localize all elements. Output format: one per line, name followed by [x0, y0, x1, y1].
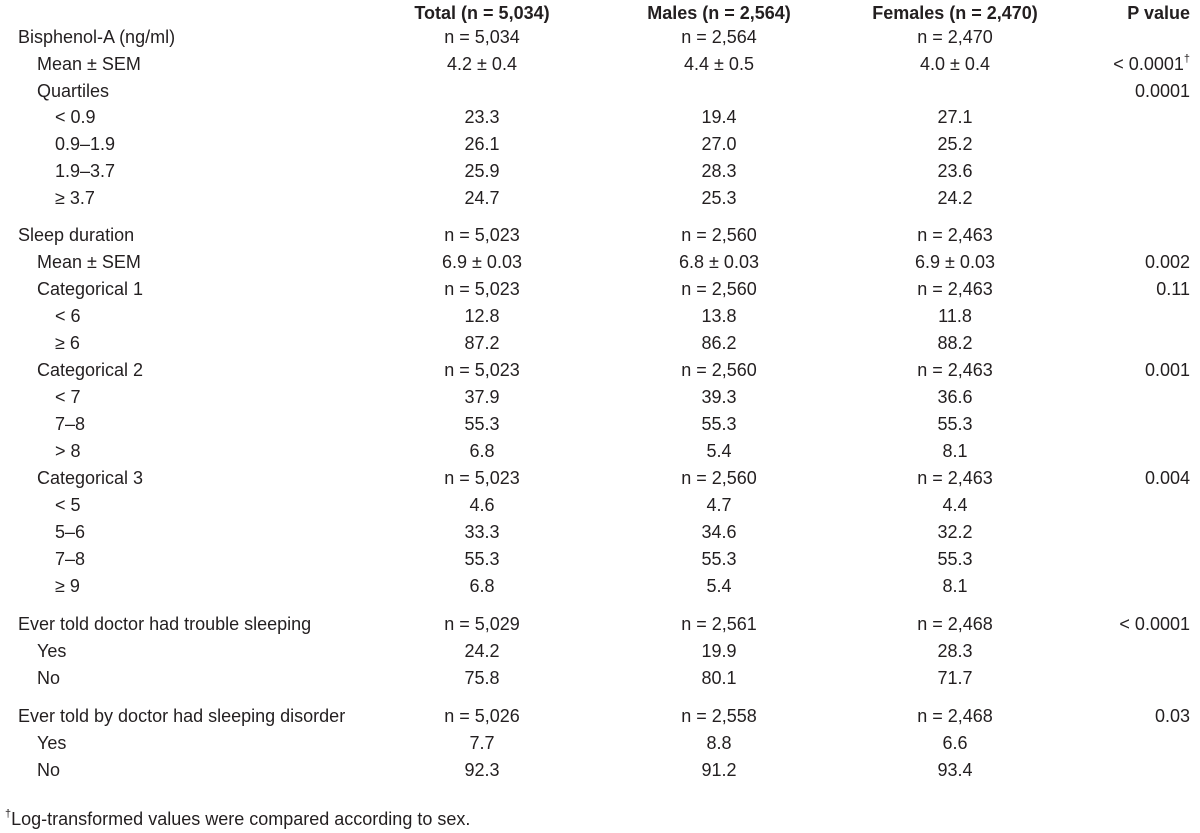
cell-total-text: 7.7 [469, 733, 495, 753]
cell-females-text: n = 2,468 [917, 706, 993, 726]
cell-p-value-text: 0.11 [1156, 279, 1190, 299]
cell-total-text: 55.3 [464, 414, 500, 434]
table-row [0, 546, 1200, 573]
row-label-text: No [37, 668, 61, 688]
cell-females-text: 55.3 [937, 549, 973, 569]
row-label-text: 7–8 [55, 549, 86, 569]
cell-total-text: 6.9 ± 0.03 [442, 252, 522, 272]
table-row [0, 703, 1200, 730]
cell-females [863, 573, 1047, 600]
cell-females-text: 93.4 [937, 760, 973, 780]
row-label-text: Categorical 1 [37, 279, 144, 299]
row-label-text: No [37, 760, 61, 780]
cell-total [390, 519, 574, 546]
cell-total-text: 33.3 [464, 522, 500, 542]
cell-females [863, 465, 1047, 492]
cell-total [390, 330, 574, 357]
row-label [18, 611, 311, 638]
row-label-text: Categorical 2 [37, 360, 144, 380]
cell-males-text: n = 2,560 [681, 360, 757, 380]
cell-females [863, 638, 1047, 665]
row-label [55, 573, 80, 600]
row-label [55, 330, 80, 357]
table-row [0, 276, 1200, 303]
row-label [55, 546, 85, 573]
cell-total-text: n = 5,023 [444, 225, 520, 245]
row-label [55, 492, 81, 519]
row-label [55, 104, 96, 131]
row-label [55, 384, 81, 411]
header-males: Males (n = 2,564) [647, 3, 791, 23]
table-header-row [0, 0, 1200, 27]
cell-females [863, 438, 1047, 465]
cell-males-text: 80.1 [701, 668, 737, 688]
row-label-text: Ever told doctor had trouble sleeping [18, 614, 312, 634]
cell-p-value-text: 0.001 [1144, 360, 1190, 380]
cell-females-text: 6.9 ± 0.03 [915, 252, 995, 272]
cell-total-text: 6.8 [469, 576, 495, 596]
cell-males [627, 330, 811, 357]
cell-females [863, 665, 1047, 692]
cell-p-value-text: < 0.0001 [1113, 54, 1184, 74]
cell-p-value-text: 0.0001 [1134, 81, 1190, 101]
row-label [37, 757, 60, 784]
row-label-text: Bisphenol-A (ng/ml) [18, 27, 176, 47]
row-label-text: ≥ 6 [55, 333, 80, 353]
row-label-text: Mean ± SEM [37, 54, 141, 74]
cell-males-text: 55.3 [701, 549, 737, 569]
cell-females [863, 519, 1047, 546]
table-row [0, 438, 1200, 465]
cell-total [390, 303, 574, 330]
table-row [0, 131, 1200, 158]
cell-p-value [1145, 249, 1190, 276]
cell-total-text: 24.7 [464, 188, 500, 208]
cell-males [627, 303, 811, 330]
cell-males-text: 91.2 [701, 760, 737, 780]
row-label [55, 303, 81, 330]
cell-males-text: 5.4 [706, 576, 732, 596]
cell-males-text: 8.8 [706, 733, 732, 753]
cell-total-text: 25.9 [464, 161, 500, 181]
cell-total-text: 23.3 [464, 107, 500, 127]
cell-total [390, 158, 574, 185]
cell-males [627, 546, 811, 573]
cell-males [627, 438, 811, 465]
cell-total-text: 4.6 [469, 495, 495, 515]
cell-males [627, 519, 811, 546]
cell-total [390, 438, 574, 465]
cell-total [390, 730, 574, 757]
cell-females-text: n = 2,463 [917, 279, 993, 299]
row-label [55, 185, 95, 212]
cell-males-text: n = 2,558 [681, 706, 757, 726]
cell-females [863, 546, 1047, 573]
cell-total [390, 757, 574, 784]
cell-females [863, 703, 1047, 730]
table-row [0, 384, 1200, 411]
cell-males-text: n = 2,564 [681, 27, 757, 47]
cell-males [627, 665, 811, 692]
cell-males [627, 492, 811, 519]
cell-total-text: 75.8 [464, 668, 500, 688]
cell-total-text: 87.2 [464, 333, 500, 353]
footnote-text: Log-transformed values were compared according to sex. [11, 809, 471, 829]
cell-males-text: 39.3 [701, 387, 737, 407]
cell-total [390, 276, 574, 303]
cell-females-text: 36.6 [937, 387, 973, 407]
cell-total-text: n = 5,034 [444, 27, 520, 47]
cell-p-value [1135, 78, 1190, 105]
cell-females [863, 384, 1047, 411]
table-row [0, 24, 1200, 51]
cell-males [627, 158, 811, 185]
cell-females [863, 158, 1047, 185]
cell-total [390, 51, 574, 78]
cell-males [627, 357, 811, 384]
row-label [55, 158, 115, 185]
table-row [0, 330, 1200, 357]
cell-total [390, 573, 574, 600]
cell-males-text: 5.4 [706, 441, 732, 461]
row-label [18, 24, 175, 51]
cell-males [627, 104, 811, 131]
row-label [37, 730, 66, 757]
table-row [0, 611, 1200, 638]
row-label [37, 638, 66, 665]
table-row [0, 78, 1200, 105]
cell-males [627, 384, 811, 411]
table-row [0, 104, 1200, 131]
row-label [18, 222, 134, 249]
cell-males [627, 222, 811, 249]
cell-females-text: 8.1 [942, 441, 968, 461]
cell-males-text: 34.6 [701, 522, 737, 542]
table-row [0, 638, 1200, 665]
cell-females-text: 11.8 [938, 306, 972, 326]
cell-total-text: n = 5,023 [444, 360, 520, 380]
table-row [0, 519, 1200, 546]
cell-males [627, 611, 811, 638]
cell-p-value [1113, 51, 1190, 78]
cell-males-text: 4.4 ± 0.5 [684, 54, 754, 74]
table-row [0, 665, 1200, 692]
cell-total-text: 55.3 [464, 549, 500, 569]
cell-males [627, 51, 811, 78]
row-label-text: Mean ± SEM [37, 252, 141, 272]
row-label [37, 51, 141, 78]
cell-total [390, 357, 574, 384]
cell-females-text: 25.2 [937, 134, 973, 154]
cell-total-text: 12.8 [464, 306, 500, 326]
cell-males-text: 25.3 [701, 188, 737, 208]
cell-total-text: n = 5,026 [444, 706, 520, 726]
cell-males [627, 573, 811, 600]
cell-females [863, 24, 1047, 51]
cell-females-text: 4.0 ± 0.4 [920, 54, 990, 74]
cell-females-text: 4.4 [942, 495, 968, 515]
row-label-text: 7–8 [55, 414, 86, 434]
cell-females [863, 249, 1047, 276]
cell-females [863, 330, 1047, 357]
footnote-ref-mark: † [1183, 53, 1190, 65]
row-label-text: Sleep duration [18, 225, 135, 245]
cell-p-value-text: 0.002 [1144, 252, 1190, 272]
cell-total-text: 6.8 [469, 441, 495, 461]
cell-p-value [1156, 276, 1190, 303]
table-row [0, 222, 1200, 249]
cell-females-text: 23.6 [937, 161, 973, 181]
cell-females-text: n = 2,468 [917, 614, 993, 634]
cell-total [390, 249, 574, 276]
cell-total [390, 638, 574, 665]
row-label [55, 411, 85, 438]
cell-males-text: n = 2,560 [681, 225, 757, 245]
cell-males [627, 185, 811, 212]
cell-males-text: 19.9 [701, 641, 737, 661]
table-row [0, 303, 1200, 330]
cell-females-text: n = 2,470 [917, 27, 993, 47]
cell-males-text: 28.3 [701, 161, 737, 181]
cell-females-text: n = 2,463 [917, 360, 993, 380]
cell-total [390, 185, 574, 212]
cell-males-text: 6.8 ± 0.03 [679, 252, 759, 272]
cell-females [863, 51, 1047, 78]
cell-females [863, 492, 1047, 519]
row-label-text: 0.9–1.9 [55, 134, 116, 154]
cell-females [863, 104, 1047, 131]
cell-total-text: 4.2 ± 0.4 [447, 54, 517, 74]
cell-males-text: n = 2,560 [681, 279, 757, 299]
cell-females [863, 411, 1047, 438]
cell-females-text: 6.6 [942, 733, 968, 753]
cell-p-value-text: 0.004 [1144, 468, 1190, 488]
row-label-text: 1.9–3.7 [55, 161, 116, 181]
row-label [37, 276, 143, 303]
cell-males [627, 703, 811, 730]
cell-total [390, 492, 574, 519]
footnote-mark: † [5, 808, 12, 820]
row-label-text: < 5 [55, 495, 81, 515]
cell-p-value [1145, 357, 1190, 384]
footnote [5, 806, 470, 833]
cell-total [390, 222, 574, 249]
table-row [0, 411, 1200, 438]
header-females: Females (n = 2,470) [872, 3, 1038, 23]
row-label-text: ≥ 9 [55, 576, 80, 596]
cell-females [863, 611, 1047, 638]
cell-p-value [1145, 465, 1190, 492]
row-label [18, 703, 345, 730]
cell-females-text: 32.2 [937, 522, 973, 542]
row-label-text: < 7 [55, 387, 81, 407]
cell-males [627, 24, 811, 51]
cell-males-text: 27.0 [701, 134, 737, 154]
cell-total-text: 26.1 [464, 134, 500, 154]
table-row [0, 185, 1200, 212]
cell-total-text: 92.3 [464, 760, 500, 780]
table-row [0, 249, 1200, 276]
cell-females [863, 185, 1047, 212]
table-row [0, 357, 1200, 384]
cell-females-text: 27.1 [937, 107, 973, 127]
cell-females [863, 276, 1047, 303]
cell-males-text: 19.4 [701, 107, 737, 127]
row-label-text: Quartiles [37, 81, 110, 101]
table-row [0, 757, 1200, 784]
cell-total [390, 131, 574, 158]
row-label-text: Yes [37, 641, 67, 661]
cell-males [627, 276, 811, 303]
row-label-text: > 8 [55, 441, 81, 461]
cell-total-text: 24.2 [464, 641, 500, 661]
cell-total-text: n = 5,023 [444, 279, 520, 299]
row-label [37, 249, 141, 276]
cell-females [863, 730, 1047, 757]
row-label-text: Yes [37, 733, 67, 753]
row-label-text: < 0.9 [55, 107, 96, 127]
cell-total-text: 37.9 [464, 387, 500, 407]
cell-p-value-text: < 0.0001 [1119, 614, 1190, 634]
cell-males-text: 4.7 [706, 495, 732, 515]
cell-p-value [1119, 611, 1190, 638]
header-p-value: P value [1127, 3, 1190, 23]
cell-total-text: n = 5,023 [444, 468, 520, 488]
cell-females-text: n = 2,463 [917, 468, 993, 488]
cell-females [863, 757, 1047, 784]
table-row [0, 730, 1200, 757]
table-row [0, 158, 1200, 185]
cell-total [390, 703, 574, 730]
row-label [37, 78, 109, 105]
table-row [0, 492, 1200, 519]
cell-females-text: 71.7 [937, 668, 973, 688]
cell-females [863, 303, 1047, 330]
cell-total [390, 384, 574, 411]
row-label [37, 465, 143, 492]
table-row [0, 573, 1200, 600]
cell-females-text: 28.3 [937, 641, 973, 661]
cell-males-text: 13.8 [701, 306, 737, 326]
cell-total [390, 465, 574, 492]
cell-females-text: 88.2 [937, 333, 973, 353]
cell-females-text: 55.3 [937, 414, 973, 434]
cell-females-text: 8.1 [942, 576, 968, 596]
table-row [0, 51, 1200, 78]
header-total: Total (n = 5,034) [414, 3, 550, 23]
row-label [55, 519, 85, 546]
cell-total [390, 611, 574, 638]
cell-males-text: n = 2,561 [681, 614, 757, 634]
cell-males [627, 465, 811, 492]
cell-total [390, 104, 574, 131]
cell-p-value [1155, 703, 1190, 730]
cell-total [390, 24, 574, 51]
row-label-text: ≥ 3.7 [55, 188, 95, 208]
row-label [55, 438, 81, 465]
cell-females-text: 24.2 [937, 188, 973, 208]
cell-males [627, 249, 811, 276]
cell-total [390, 546, 574, 573]
cell-total-text: n = 5,029 [444, 614, 520, 634]
cell-males-text: 86.2 [701, 333, 737, 353]
row-label [37, 357, 143, 384]
cell-males-text: n = 2,560 [681, 468, 757, 488]
row-label [37, 665, 60, 692]
cell-total [390, 665, 574, 692]
cell-females [863, 131, 1047, 158]
cell-p-value-text: 0.03 [1154, 706, 1190, 726]
cell-females [863, 357, 1047, 384]
cell-females-text: n = 2,463 [917, 225, 993, 245]
cell-males [627, 131, 811, 158]
cell-males [627, 730, 811, 757]
row-label-text: Ever told by doctor had sleeping disorder [18, 706, 346, 726]
cell-males [627, 411, 811, 438]
row-label-text: < 6 [55, 306, 81, 326]
row-label-text: Categorical 3 [37, 468, 144, 488]
cell-males [627, 638, 811, 665]
cell-males-text: 55.3 [701, 414, 737, 434]
row-label [55, 131, 115, 158]
cell-males [627, 757, 811, 784]
cell-females [863, 222, 1047, 249]
row-label-text: 5–6 [55, 522, 86, 542]
cell-total [390, 411, 574, 438]
table-row [0, 465, 1200, 492]
